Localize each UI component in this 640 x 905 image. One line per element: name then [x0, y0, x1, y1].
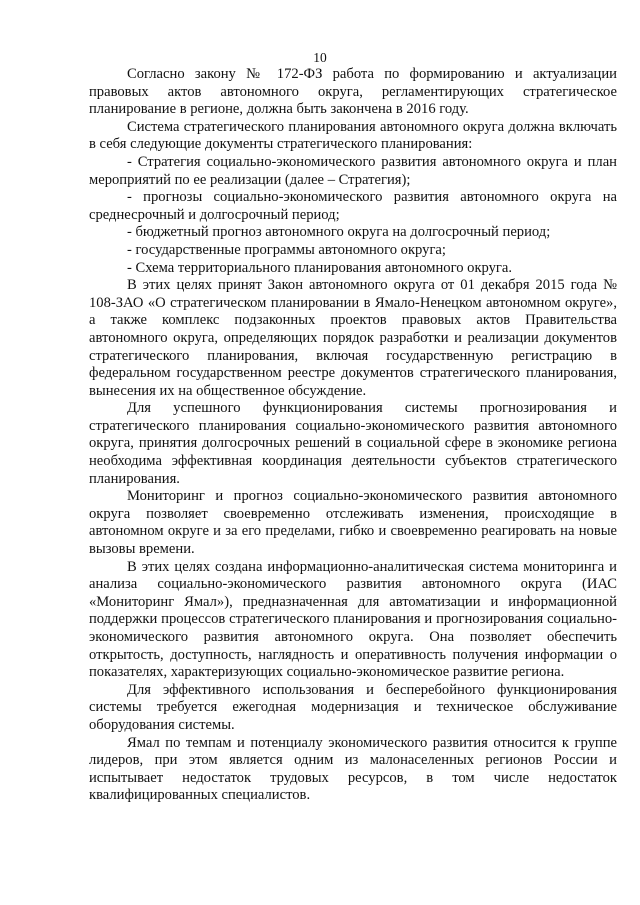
- list-item-territorial-scheme: - Схема территориального планирования автономного округа.: [127, 259, 513, 276]
- paragraph-yamal-leaders: Ямал по темпам и потенциалу экономического развития относится к группе лидеров, при этом является одним из малонаселенных регионов России и испытывает недостаток трудовых ресурсов, в том числе недостаток квалифицированных специалистов.: [89, 734, 617, 804]
- document-body: [89, 66, 617, 805]
- page-number: 10: [313, 50, 327, 65]
- paragraph-system-documents: Система стратегического планирования автономного округа должна включать в себя следующие документы стратегического планирования:: [89, 118, 617, 153]
- paragraph-modernization: Для эффективного использования и бесперебойного функционирования системы требуется ежегодная модернизация и техническое обслуживание оборудования системы.: [89, 681, 617, 733]
- list-item-budget-forecast: - бюджетный прогноз автономного округа на долгосрочный период;: [127, 224, 551, 241]
- paragraph-ias-system: В этих целях создана информационно-аналитическая система мониторинга и анализа социально-экономического развития автономного округа (ИАС «Мониторинг Ямал»), предназначенная для автоматизации и информационной поддержки процессов стратегического планирования и прогнозирования социально-экономического развития автономного округа. Она позволяет обеспечить открытость, доступность, наглядность и оперативность получения информации о показателях, характеризующих социально-экономическое развитие региона.: [89, 558, 617, 681]
- paragraph-coordination: Для успешного функционирования системы прогнозирования и стратегического планирования социально-экономического развития автономного округа, принятия долгосрочных решений в социальной сфере в экономике региона необходима эффективная координация деятельности субъектов стратегического планирования.: [89, 400, 617, 487]
- list-item-strategy: - Стратегия социально-экономического развития автономного округа и план мероприятий по ее реализации (далее – Стратегия);: [89, 153, 617, 188]
- list-item-forecasts: - прогнозы социально-экономического развития автономного округа на среднесрочный и долгосрочный период;: [89, 189, 617, 223]
- paragraph-law-108: В этих целях принят Закон автономного округа от 01 декабря 2015 года № 108-ЗАО «О стратегическом планировании в Ямало-Ненецком автономном округе», а также комплекс подзаконных проектов правовых актов Правительства автономного округа, определяющих порядок разработки и реализации документов стратегического планирования, включая государственную регистрацию в федеральном государственном реестре документов стратегического планирования, вынесения их на общественное обсуждение.: [89, 277, 617, 399]
- paragraph-monitoring: Мониторинг и прогноз социально-экономического развития автономного округа позволяет своевременно отслеживать изменения, происходящие в автономном округе и за его пределами, гибко и своевременно реагировать на новые вызовы времени.: [89, 488, 617, 558]
- paragraph-law-172: Согласно закону № 172-ФЗ работа по формированию и актуализации правовых актов автономного округа, регламентирующих стратегическое планирование в регионе, должна быть закончена в 2016 году.: [89, 66, 617, 118]
- list-item-state-programs: - государственные программы автономного округа;: [127, 241, 446, 258]
